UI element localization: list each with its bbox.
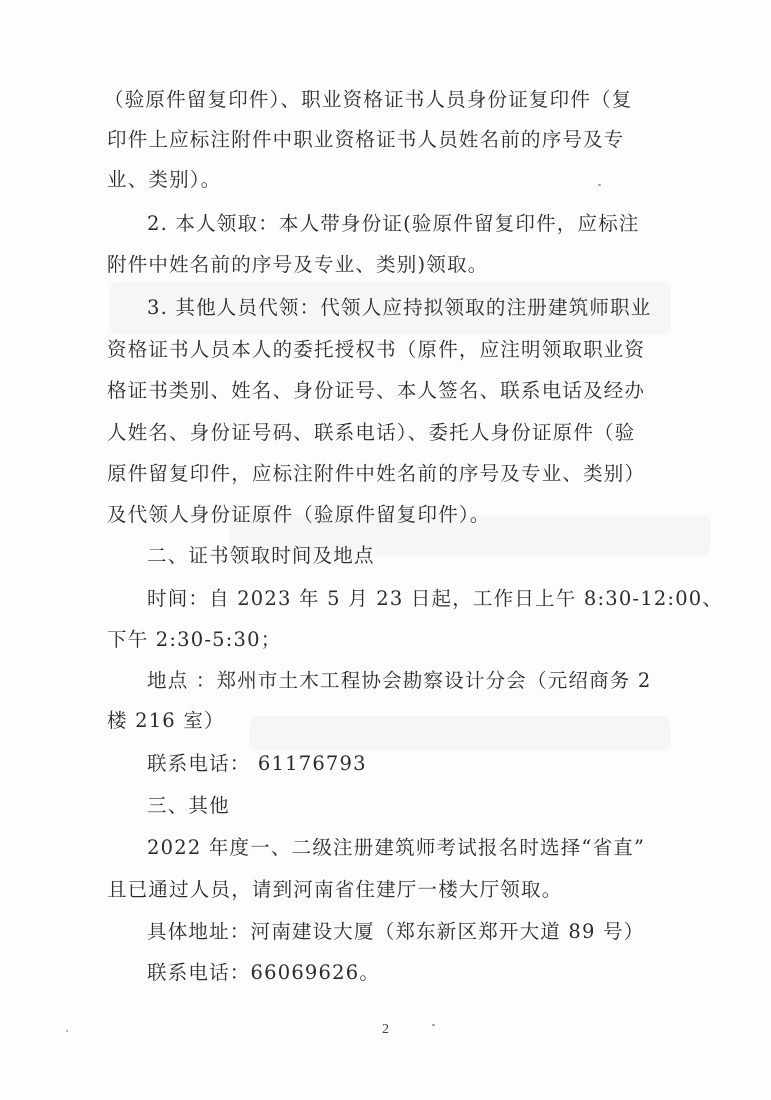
text-line: 下午 2:30-5:30； <box>107 628 282 651</box>
text-line: 原件留复印件，应标注附件中姓名前的序号及专业、类别） <box>107 462 646 485</box>
text-line: 及代领人身份证原件（验原件留复印件）。 <box>107 503 491 526</box>
text-line: 资格证书人员本人的委托授权书（原件，应注明领取职业资 <box>107 338 646 361</box>
text-line: 3. 其他人员代领：代领人应持拟领取的注册建筑师职业 <box>147 296 652 319</box>
text-line: 2. 本人领取：本人带身份证(验原件留复印件，应标注 <box>147 212 640 235</box>
text-line: 且已通过人员，请到河南省住建厅一楼大厅领取。 <box>107 878 563 901</box>
text-line: 格证书类别、姓名、身份证号、本人签名、联系电话及经办 <box>107 379 646 402</box>
section-heading: 三、其他 <box>147 794 230 817</box>
text-line: 2022 年度一、二级注册建筑师考试报名时选择“省直” <box>147 836 646 859</box>
bleed-through-shadow <box>250 716 670 750</box>
page-number: 2 <box>382 1022 389 1037</box>
text-line: 时间：自 2023 年 5 月 23 日起，工作日上午 8:30-12:00、 <box>147 587 724 610</box>
text-line: 人姓名、身份证号码、联系电话）、委托人身份证原件（验 <box>107 421 636 444</box>
text-line: 地点 ：郑州市土木工程协会勘察设计分会（元绍商务 2 <box>147 669 652 692</box>
section-heading: 二、证书领取时间及地点 <box>147 544 375 567</box>
text-line: 业、类别）。 <box>107 168 222 191</box>
phone-line: 联系电话：66069626。 <box>147 961 381 984</box>
text-line: （验原件留复印件）、职业资格证书人员身份证复印件（复 <box>104 88 633 111</box>
text-line: 楼 216 室） <box>107 709 225 732</box>
text-line: 附件中姓名前的序号及专业、类别)领取。 <box>107 253 489 276</box>
phone-line: 联系电话： 61176793 <box>147 752 367 775</box>
scan-speck <box>66 1030 68 1032</box>
address-line: 具体地址：河南建设大厦（郑东新区郑开大道 89 号） <box>147 920 645 943</box>
scan-speck <box>432 1024 435 1026</box>
text-line: 印件上应标注附件中职业资格证书人员姓名前的序号及专 <box>107 128 625 151</box>
scan-speck <box>598 184 601 186</box>
